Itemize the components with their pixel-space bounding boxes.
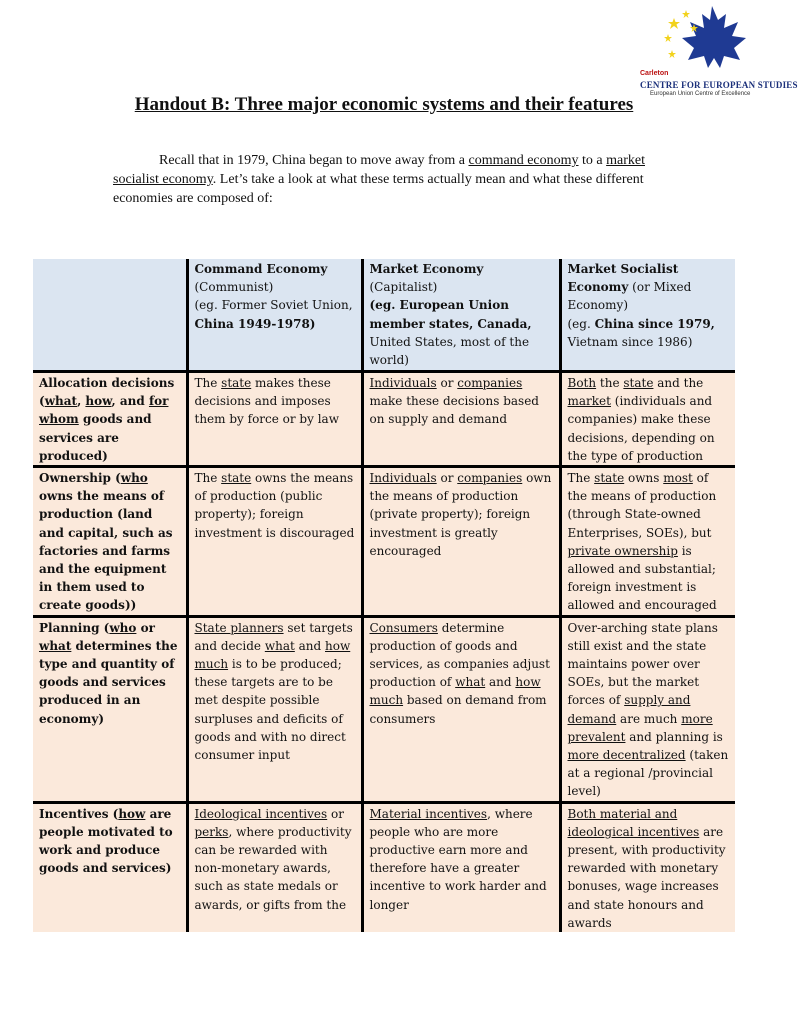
header-text: (Capitalist): [369, 280, 438, 295]
header-text: (eg. Former Soviet Union,: [194, 298, 353, 313]
intro-paragraph: [113, 151, 653, 208]
header-empty-cell: [33, 259, 187, 372]
centre-logo: [634, 4, 798, 97]
market-socialist-term: market socialist economy: [113, 153, 645, 187]
cell-command-incentives: Ideological incentives or perks, where productivity can be rewarded with non-monetary awards, such as state medals or awards, or gifts from the: [187, 802, 362, 932]
cell-market-planning: Consumers determine production of goods and services, as companies adjust production of what and how much based on demand from consumers: [362, 616, 560, 802]
table-row: [33, 467, 735, 617]
intro-text: . Let’s take a look at what these terms actually mean and what these different economies are composed of:: [113, 172, 644, 206]
header-text: Vietnam since 1986): [567, 334, 693, 349]
economic-systems-table: [33, 259, 735, 932]
row-label-ownership: Ownership (who owns the means of production (land and capital, such as factories and farms and the equipment in them used to create goods)): [33, 467, 187, 617]
cell-socialist-ownership: The state owns most of the means of production (through State-owned Enterprises, SOEs), but private ownership is allowed and substantial; foreign investment is allowed and encouraged: [560, 467, 735, 617]
carleton-wordmark: Carleton: [640, 70, 669, 77]
cell-market-ownership: Individuals or companies own the means of production (private property); foreign investment is greatly encouraged: [362, 467, 560, 617]
page-title: Handout B: Three major economic systems and their features: [134, 94, 634, 115]
header-text: (Communist): [194, 280, 274, 295]
table-row: [33, 616, 735, 802]
header-title: Market Economy: [369, 262, 484, 276]
intro-text: to a: [578, 153, 607, 168]
row-label-planning: Planning (who or what determines the type and quantity of goods and services produced in an economy): [33, 616, 187, 802]
header-text: (eg. European Union member states, Canada,: [369, 298, 532, 331]
header-title: Market Socialist Economy: [567, 262, 679, 295]
cell-command-planning: State planners set targets and decide what and how much is to be produced; these targets are to be met despite possible surpluses and deficits of goods and with no direct consumer input: [187, 616, 362, 802]
cell-socialist-incentives: Both material and ideological incentives are present, with productivity rewarded with monetary bonuses, wage increases and state honours and awards: [560, 802, 735, 932]
row-label-incentives: Incentives (how are people motivated to work and produce goods and services): [33, 802, 187, 932]
table-row: [33, 372, 735, 467]
command-economy-term: command economy: [468, 153, 579, 168]
header-text: China 1949-1978): [194, 316, 316, 331]
row-label-allocation: Allocation decisions (what, how, and for whom goods and services are produced): [33, 372, 187, 467]
header-text: China since 1979,: [594, 316, 715, 331]
cell-market-incentives: Material incentives, where people who are more productive earn more and therefore have a greater incentive to work harder and longer: [362, 802, 560, 932]
header-title: Command Economy: [194, 262, 328, 276]
centre-subtitle: European Union Centre of Excellence: [650, 91, 751, 97]
cell-socialist-planning: Over-arching state plans still exist and the state maintains power over SOEs, but the market forces of supply and demand are much more prevalent and planning is more decentralized (taken at a regional /provincial level): [560, 616, 735, 802]
header-text: (or Mixed Economy): [567, 280, 692, 313]
table-header-row: [33, 259, 735, 372]
header-command-economy: [187, 259, 362, 372]
table-row: [33, 802, 735, 932]
cell-socialist-allocation: Both the state and the market (individuals and companies) make these decisions, depending on the type of production: [560, 372, 735, 467]
intro-text: Recall that in 1979, China began to move away from a: [159, 153, 469, 168]
header-market-socialist-economy: [560, 259, 735, 372]
cell-market-allocation: Individuals or companies make these decisions based on supply and demand: [362, 372, 560, 467]
header-text: (eg.: [567, 316, 595, 331]
header-text: United States, most of the world): [369, 334, 530, 368]
cell-command-ownership: The state owns the means of production (public property); foreign investment is discouraged: [187, 467, 362, 617]
header-market-economy: [362, 259, 560, 372]
centre-name: CENTRE FOR EUROPEAN STUDIES: [640, 80, 798, 90]
cell-command-allocation: The state makes these decisions and imposes them by force or by law: [187, 372, 362, 467]
maple-leaf-icon: [634, 4, 764, 74]
